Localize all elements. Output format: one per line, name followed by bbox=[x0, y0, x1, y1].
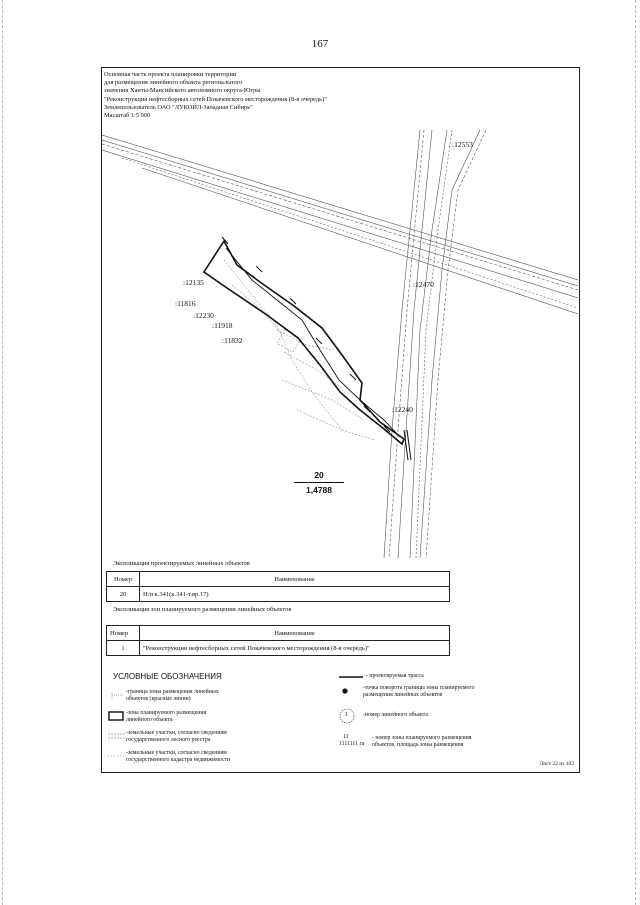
parcel-label: :12553 bbox=[452, 140, 473, 149]
col-header: Номер bbox=[107, 626, 140, 641]
legend-title: УСЛОВНЫЕ ОБОЗНАЧЕНИЯ bbox=[113, 672, 222, 681]
turning-point-symbol bbox=[340, 686, 350, 696]
parcel-label: :12470 bbox=[413, 280, 434, 289]
legend-text: размещения линейных объектов bbox=[363, 692, 443, 698]
parcel-label: :12135 bbox=[183, 278, 204, 287]
legend-item bbox=[363, 685, 475, 699]
legend-item bbox=[126, 750, 230, 764]
page-number: 167 bbox=[311, 38, 329, 50]
table-cell: 1 bbox=[107, 641, 140, 656]
zone-symbol bbox=[108, 711, 124, 721]
table1-caption: Экспликация проектируемых линейных объектов bbox=[113, 560, 250, 567]
parcel-label: :11832 bbox=[222, 336, 243, 345]
col-header: Номер bbox=[107, 572, 140, 587]
scale-line: Масштаб 1:5 000 bbox=[104, 112, 151, 120]
legend-text: -земельные участки, согласно сведениям bbox=[126, 730, 227, 736]
zone-area: 1,4788 bbox=[306, 485, 332, 495]
route-symbol bbox=[338, 674, 364, 680]
legend-item bbox=[372, 735, 471, 749]
legend-text: -точка поворота границы зоны планируемого bbox=[363, 685, 475, 691]
table2-caption: Экспликация зон планируемого размещения линейных объектов bbox=[113, 606, 292, 613]
parcel-label: :11816 bbox=[175, 299, 196, 308]
legend-text: линейного объекта bbox=[126, 717, 173, 723]
circle-number: 1 bbox=[345, 712, 348, 718]
legend-text: - номер зоны планируемого размещения bbox=[372, 735, 472, 741]
legend-text: - проектируемая трасса bbox=[366, 673, 424, 679]
parcel-label: :11918 bbox=[212, 321, 233, 330]
legend-item bbox=[126, 689, 219, 703]
col-header: Наименование bbox=[140, 572, 450, 587]
legend-text: -номер линейного объекта bbox=[363, 712, 428, 718]
legend-text: государственного кадастра недвижимости bbox=[126, 757, 231, 763]
red-line-symbol bbox=[110, 690, 126, 700]
legend-text: объектов (красные линии) bbox=[126, 696, 191, 702]
objects-table bbox=[106, 571, 450, 602]
table-cell: 20 bbox=[107, 587, 140, 602]
table-cell: Н/п к.341(к.341-т.вр.17) bbox=[140, 587, 450, 602]
zone-area-label bbox=[294, 469, 344, 496]
title-line: для размещения линейного объекта регионального bbox=[104, 79, 243, 87]
parcel-label: :12240 bbox=[392, 405, 413, 414]
legend-text: -зона планируемого размещения bbox=[126, 710, 207, 716]
legend-item bbox=[363, 712, 428, 719]
title-block bbox=[104, 71, 404, 120]
title-line: "Реконструкция нефтесборных сетей Покачевского месторождения (8-я очередь)" bbox=[104, 95, 327, 103]
legend-item bbox=[366, 673, 424, 680]
cadastral-parcel-symbol bbox=[108, 751, 126, 761]
forest-parcel-symbol bbox=[108, 731, 126, 741]
scan-edge-left bbox=[2, 0, 4, 905]
sheet-number: Лист 22 из 102 bbox=[539, 761, 574, 767]
turning-points bbox=[222, 237, 390, 432]
scan-edge-right bbox=[635, 0, 637, 905]
road-corridor bbox=[102, 135, 578, 314]
table-cell: "Реконструкция нефтесборных сетей Покачевского месторождения (8-я очередь)" bbox=[140, 641, 450, 656]
title-line: значения Ханты-Мансийского автономного округа-Югры bbox=[104, 87, 261, 95]
title-line: Землепользователь ОАО "ЛУКОЙЛ-Западная Сибирь" bbox=[104, 103, 253, 111]
legend-item bbox=[126, 730, 227, 744]
zone-area-sample: 1111111 га bbox=[339, 741, 365, 747]
legend-text: объектов, площадь зоны размещения bbox=[372, 742, 464, 748]
zones-table bbox=[106, 625, 450, 656]
legend-item bbox=[126, 710, 206, 724]
legend-text: -земельные участки, согласно сведениям bbox=[126, 750, 227, 756]
fraction-line bbox=[294, 482, 344, 483]
title-line: Основная часть проекта планировки территории bbox=[104, 71, 237, 78]
col-header: Наименование bbox=[140, 626, 450, 641]
legend-text: государственного лесного реестра bbox=[126, 737, 211, 743]
parcel-boundaries bbox=[224, 260, 374, 440]
object-number: 20 bbox=[314, 470, 324, 480]
legend-text: -граница зоны размещения линейных bbox=[126, 689, 219, 695]
parcel-label: :12230 bbox=[193, 311, 214, 320]
vertical-corridor bbox=[384, 130, 486, 558]
zone-number-sample: 11 bbox=[343, 734, 349, 740]
